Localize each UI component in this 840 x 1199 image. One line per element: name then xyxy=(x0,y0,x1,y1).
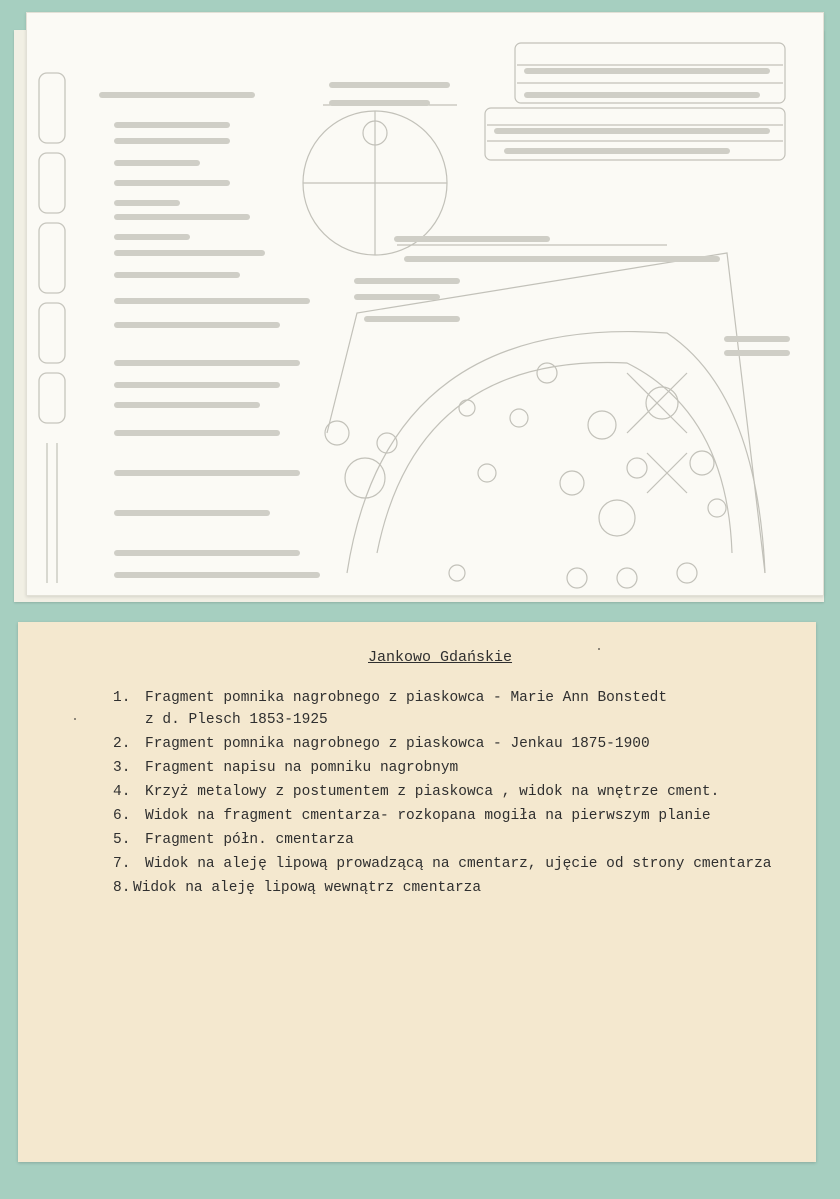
item-number: 1. xyxy=(113,690,131,706)
card-title: Jankowo Gdańskie xyxy=(368,649,513,666)
item-number: 6. xyxy=(113,808,131,824)
item-text: Widok na aleję lipową prowadzącą na cmentarz, ujęcie od strony cmentarza xyxy=(145,856,772,872)
photo-caption-list xyxy=(113,687,803,901)
ink-speck xyxy=(598,648,600,650)
list-item xyxy=(113,757,803,779)
item-text: Fragment pomnika nagrobnego z piaskowca - Marie Ann Bonstedt z d. Plesch 1853-1925 xyxy=(145,690,668,728)
list-item xyxy=(113,781,803,803)
tracing-paper-sheet xyxy=(26,12,824,596)
list-item xyxy=(113,805,803,827)
item-text: Fragment półn. cmentarza xyxy=(145,832,354,848)
item-number: 3. xyxy=(113,760,131,776)
item-text: Widok na fragment cmentarza- rozkopana mogiła na pierwszym planie xyxy=(145,808,711,824)
list-item xyxy=(113,877,803,899)
list-item xyxy=(113,733,803,755)
list-item xyxy=(113,829,803,851)
typed-index-card xyxy=(18,622,816,1162)
item-text: Widok na aleję lipową wewnątrz cmentarza xyxy=(133,880,482,896)
item-number: 8. xyxy=(113,880,131,896)
item-text: Krzyż metalowy z postumentem z piaskowca , widok na wnętrze cment. xyxy=(145,784,720,800)
item-text: Fragment napisu na pomniku nagrobnym xyxy=(145,760,459,776)
item-number: 4. xyxy=(113,784,131,800)
item-number: 5. xyxy=(113,832,131,848)
list-item xyxy=(113,853,803,875)
ink-speck xyxy=(74,718,76,720)
list-item xyxy=(113,687,803,731)
item-number: 2. xyxy=(113,736,131,752)
item-text: Fragment pomnika nagrobnego z piaskowca - Jenkau 1875-1900 xyxy=(145,736,650,752)
item-number: 7. xyxy=(113,856,131,872)
show-through-site-plan xyxy=(27,13,824,596)
